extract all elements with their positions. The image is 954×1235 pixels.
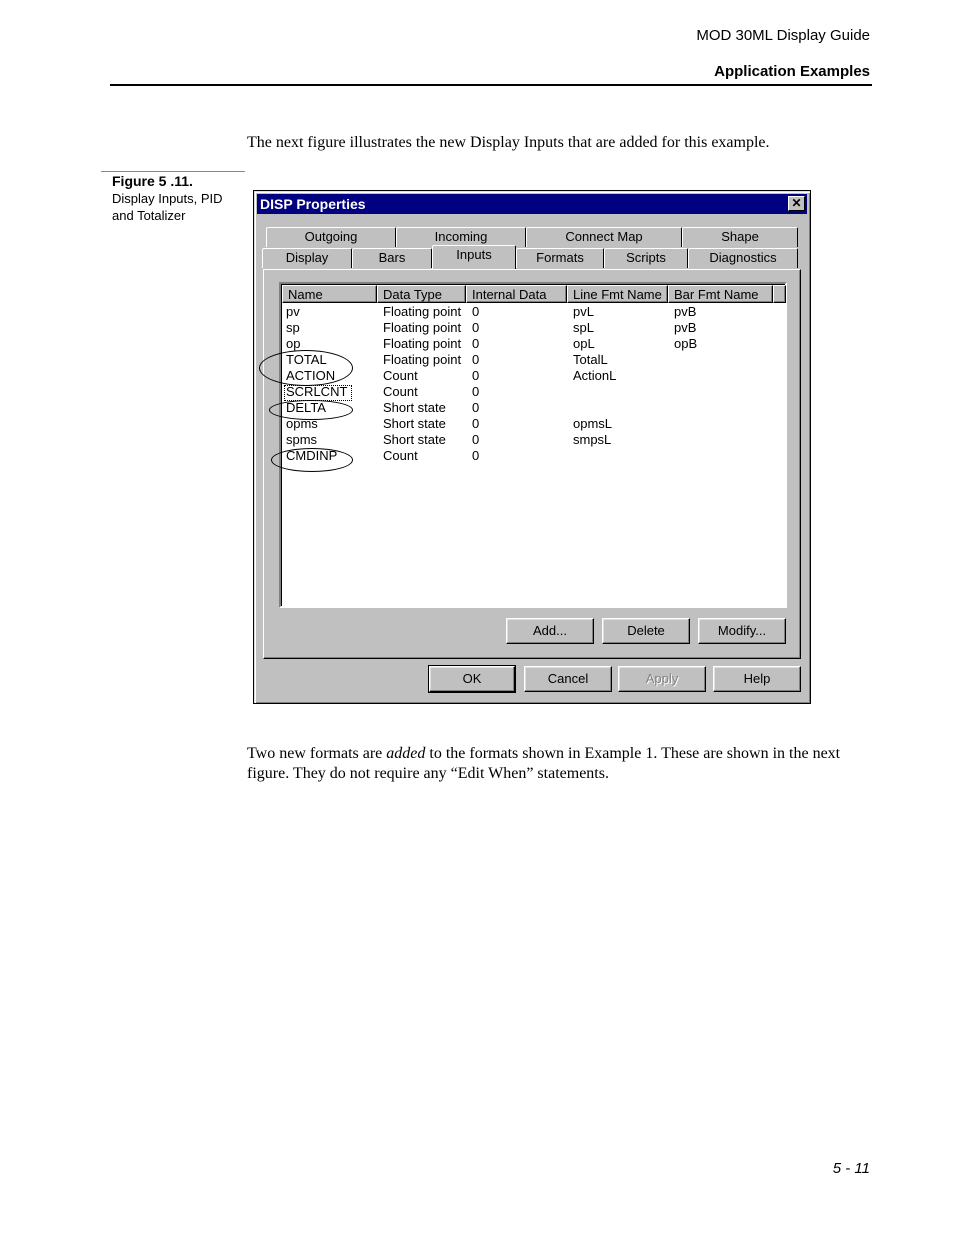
modify-button-label: Modify... — [717, 623, 767, 638]
cell-name: DELTA — [286, 400, 326, 415]
cell-line-fmt: pvL — [573, 304, 594, 319]
cell-data-type: Count — [383, 368, 418, 383]
tab-label: Scripts — [626, 250, 666, 265]
delete-button-label: Delete — [627, 623, 665, 638]
cell-data-type: Short state — [383, 416, 446, 431]
cell-line-fmt: smpsL — [573, 432, 612, 447]
tab-label: Bars — [378, 250, 406, 265]
column-header-line-fmt-name[interactable]: Line Fmt Name — [567, 285, 668, 303]
tab-formats[interactable] — [516, 248, 604, 268]
title-bar — [257, 194, 807, 214]
tab-scripts[interactable] — [604, 248, 688, 268]
help-button[interactable] — [713, 666, 801, 692]
cancel-button-label: Cancel — [547, 671, 589, 686]
ok-button-label: OK — [462, 671, 482, 686]
tab-connect-map[interactable] — [526, 227, 682, 247]
cell-internal-data: 0 — [472, 384, 480, 399]
cell-bar-fmt: pvB — [674, 304, 697, 319]
close-icon: ✕ — [791, 196, 802, 210]
cell-internal-data: 0 — [472, 416, 480, 431]
add-button-label: Add... — [533, 623, 567, 638]
body-text-before: Two new formats are — [247, 745, 387, 762]
tab-label: Diagnostics — [709, 250, 777, 265]
cell-name: CMDINP — [286, 448, 338, 463]
modify-button[interactable] — [698, 618, 786, 644]
cell-name: opms — [286, 416, 318, 431]
cell-data-type: Short state — [383, 400, 446, 415]
cell-internal-data: 0 — [472, 432, 480, 447]
cell-internal-data: 0 — [472, 448, 480, 463]
intro-paragraph: The next figure illustrates the new Display Inputs that are added for this example. — [247, 134, 770, 151]
tab-label: Display — [285, 250, 329, 265]
disp-properties-dialog — [253, 190, 811, 704]
tab-bars[interactable] — [352, 248, 432, 268]
inputs-list-view[interactable] — [279, 282, 787, 608]
tab-shape[interactable] — [682, 227, 798, 247]
cell-internal-data: 0 — [472, 304, 480, 319]
cell-data-type: Floating point — [383, 304, 462, 319]
cell-name: ACTION — [286, 368, 336, 383]
figure-caption: Display Inputs, PID and Totalizer — [112, 191, 223, 223]
header-section-title: Application Examples — [714, 63, 870, 80]
column-header-bar-fmt-name[interactable]: Bar Fmt Name — [668, 285, 773, 303]
column-header-internal-data[interactable]: Internal Data — [466, 285, 567, 303]
inputs-tab-panel — [263, 269, 801, 659]
cell-data-type: Floating point — [383, 336, 462, 351]
cell-data-type: Short state — [383, 432, 446, 447]
cell-data-type: Count — [383, 384, 418, 399]
cell-data-type: Floating point — [383, 320, 462, 335]
cell-line-fmt: spL — [573, 320, 594, 335]
tab-diagnostics[interactable] — [688, 248, 798, 268]
cancel-button[interactable] — [524, 666, 612, 692]
cell-name: TOTAL — [286, 352, 327, 367]
ok-button[interactable] — [429, 666, 515, 692]
header-rule — [110, 84, 872, 86]
list-header — [282, 285, 785, 303]
add-button[interactable] — [506, 618, 594, 644]
apply-button[interactable] — [618, 666, 706, 692]
cell-bar-fmt: pvB — [674, 320, 697, 335]
close-button[interactable] — [788, 196, 805, 211]
tab-outgoing[interactable] — [266, 227, 396, 247]
cell-name: sp — [286, 320, 300, 335]
body-paragraph — [247, 744, 867, 784]
body-text-emphasis: added — [386, 745, 426, 762]
figure-number: Figure 5 .11. — [112, 173, 193, 189]
cell-line-fmt: ActionL — [573, 368, 617, 383]
cell-name: spms — [286, 432, 318, 447]
help-button-label: Help — [743, 671, 771, 686]
cell-data-type: Floating point — [383, 352, 462, 367]
cell-name: pv — [286, 304, 300, 319]
tab-label: Incoming — [434, 229, 488, 244]
column-header-filler — [773, 285, 786, 303]
tab-label: Inputs — [456, 247, 492, 262]
cell-bar-fmt: opB — [674, 336, 698, 351]
cell-name: SCRLCNT — [286, 384, 348, 399]
column-header-data-type[interactable]: Data Type — [377, 285, 466, 303]
tab-display[interactable] — [262, 248, 352, 268]
cell-line-fmt: opmsL — [573, 416, 613, 431]
tab-incoming[interactable] — [396, 227, 526, 247]
cell-internal-data: 0 — [472, 400, 480, 415]
cell-internal-data: 0 — [472, 368, 480, 383]
figure-rule — [101, 171, 245, 172]
dialog-title: DISP Properties — [260, 196, 366, 212]
cell-line-fmt: TotalL — [573, 352, 608, 367]
cell-data-type: Count — [383, 448, 418, 463]
apply-button-label: Apply — [645, 671, 679, 686]
cell-line-fmt: opL — [573, 336, 595, 351]
header-doc-title: MOD 30ML Display Guide — [696, 27, 870, 44]
tab-label: Formats — [536, 250, 584, 265]
cell-name: op — [286, 336, 301, 351]
body-text-after: to the formats shown in Example 1. These are shown in the next figure. They do not require any “Edit When” statements. — [247, 745, 841, 782]
page-number: 5 - 11 — [832, 1160, 870, 1177]
cell-internal-data: 0 — [472, 352, 480, 367]
tab-label: Connect Map — [565, 229, 643, 244]
cell-internal-data: 0 — [472, 320, 480, 335]
cell-internal-data: 0 — [472, 336, 480, 351]
tab-label: Shape — [721, 229, 759, 244]
delete-button[interactable] — [602, 618, 690, 644]
tab-inputs[interactable] — [432, 245, 516, 269]
tab-label: Outgoing — [304, 229, 358, 244]
column-header-name[interactable]: Name — [282, 285, 377, 303]
